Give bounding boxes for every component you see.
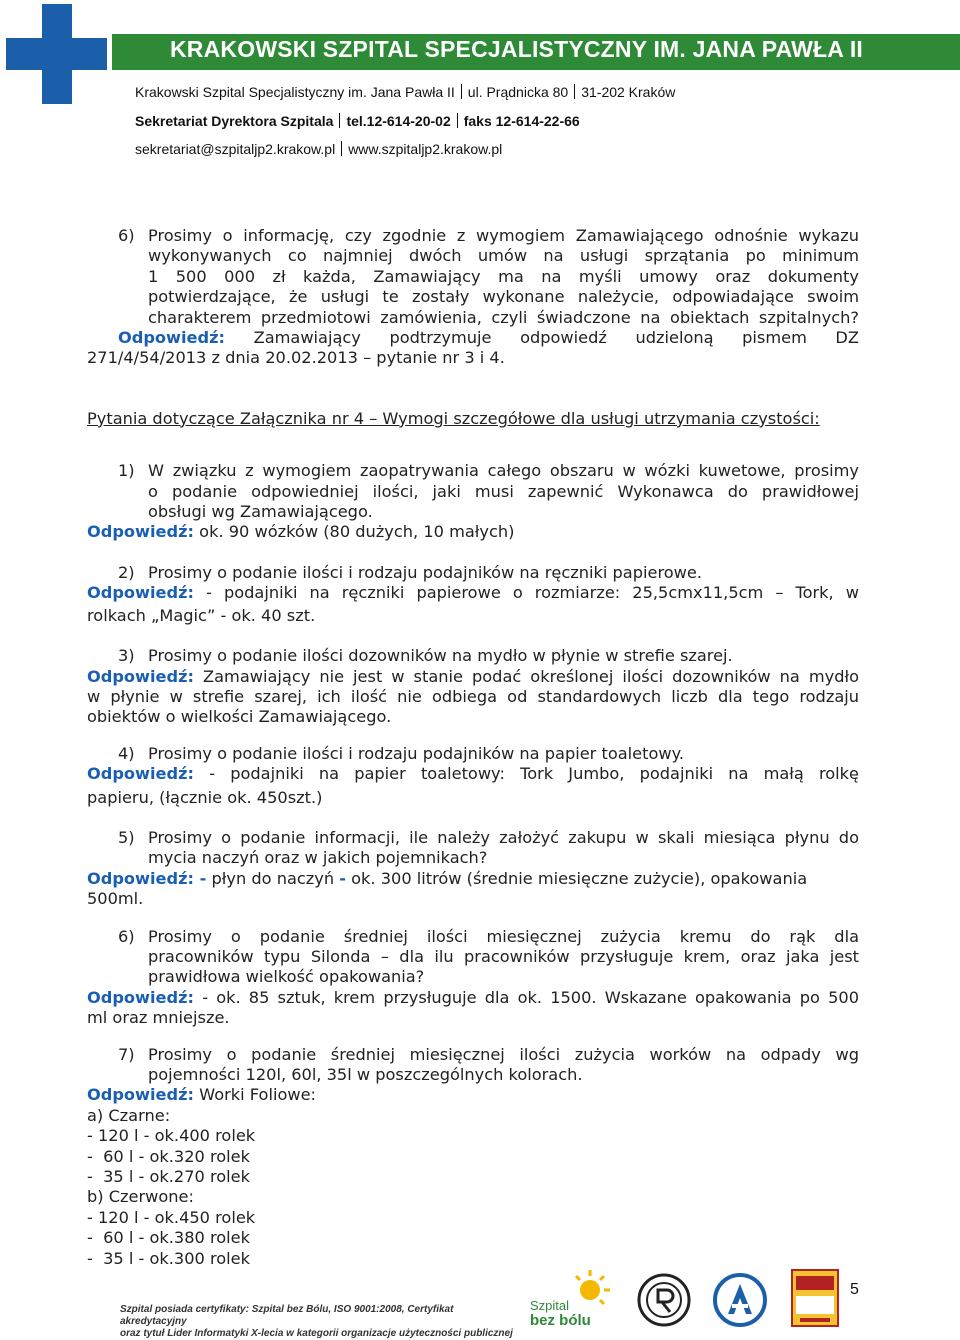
answer-4: Odpowiedź: - podajniki na papier toaletowy: Tork Jumbo, podajniki na małą rolkę papieru, (łącznie ok. 450szt.)	[87, 764, 859, 807]
document-body	[87, 226, 859, 1269]
list-item: - 60 l - ok.380 rolek	[87, 1228, 251, 1248]
question-3: 3) Prosimy o podanie ilości dozowników na mydło w płynie w strefie szarej.	[118, 646, 733, 666]
certification-seal-icon	[636, 1268, 692, 1328]
header-contact: Sekretariat Dyrektora Szpitala tel.12-614-20-02 faks 12-614-22-66	[135, 113, 580, 129]
question-7: 7) Prosimy o podanie średniej miesięcznej ilości zużycia worków na odpady wg pojemności 120l, 60l, 35l w poszczególnych kolorach.	[118, 1044, 859, 1084]
answer-3: Odpowiedź: Zamawiający nie jest w stanie podać określonej ilości dozowników na mydło w płynie w strefie szarej, ich ilość nie odbiega od standardowych liczb dla tego rodzaju obiektów o wielkości Zamawiającego.	[87, 666, 859, 727]
answer-6: Odpowiedź: Zamawiający podtrzymuje odpowiedź udzieloną pismem DZ 271/4/54/2013 z dnia 20.02.2013 – pytanie nr 3 i 4.	[87, 328, 859, 368]
footer-certificates: Szpital posiada certyfikaty: Szpital bez Bólu, ISO 9001:2008, Certyfikat akredytacyjny oraz tytuł Lider Informatyki X-lecia w kategorii organizacje użyteczności publicznej	[120, 1304, 513, 1339]
szpital-bez-bolu-logo	[528, 1268, 618, 1328]
list-item: - 35 l - ok.270 rolek	[87, 1167, 251, 1187]
answer-1: Odpowiedź: ok. 90 wózków (80 dużych, 10 małych)	[87, 522, 515, 542]
question-1: 1) W związku z wymogiem zaopatrywania całego obszaru w wózki kuwetowe, prosimy o podanie odpowiedniej ilości, jaki musi zapewnić Wykonawca do prawidłowej obsługi wg Zamawiającego.	[118, 461, 859, 522]
list-item: a) Czarne:	[87, 1105, 171, 1125]
header-web	[135, 141, 502, 157]
hospital-cross-logo	[6, 4, 107, 104]
question-6: 6) Prosimy o informację, czy zgodnie z wymogiem Zamawiającego odnośnie wykazu wykonywanych co najmniej dwóch umów na usługi sprzątania po minimum 1 500 000 zł każda, Zamawiający ma na myśli umowy oraz dokumenty potwierdzające, że usługi te zostały wykonane należycie, odpowiadające swoim charakterem przedmiotowi zamówienia, czyli świadczone na obiektach szpitalnych?	[118, 226, 859, 327]
answer-5: Odpowiedź: - płyn do naczyń - ok. 300 litrów (średnie miesięczne zużycie), opakowania 500ml.	[87, 868, 808, 909]
question-2: 2) Prosimy o podanie ilości i rodzaju podajników na ręczniki papierowe.	[118, 562, 703, 582]
list-item: - 120 l - ok.400 rolek	[87, 1126, 256, 1146]
page-number: 5	[850, 1281, 859, 1298]
question-4: 4) Prosimy o podanie ilości i rodzaju podajników na papier toaletowy.	[118, 743, 685, 763]
answer-2: Odpowiedź: - podajniki na ręczniki papierowe o rozmiarze: 25,5cmx11,5cm – Tork, w rolkach „Magic” - ok. 40 szt.	[87, 583, 859, 625]
list-item: b) Czerwone:	[87, 1187, 194, 1207]
svg-text:Szpital: Szpital	[530, 1298, 570, 1313]
list-item: - 60 l - ok.320 rolek	[87, 1146, 251, 1166]
question-5: 5) Prosimy o podanie informacji, ile należy założyć zakupu w skali miesiąca płynu do mycia naczyń oraz w jakich pojemnikach?	[118, 827, 859, 868]
quality-mark-icon	[712, 1268, 768, 1328]
lider-award-badge-icon	[790, 1268, 840, 1328]
list-item: - 120 l - ok.450 rolek	[87, 1207, 256, 1227]
list-item: - 35 l - ok.300 rolek	[87, 1248, 251, 1268]
header-address: Krakowski Szpital Specjalistyczny im. Jana Pawła II ul. Prądnicka 80 31-202 Kraków	[135, 84, 676, 100]
question-6b: 6) Prosimy o podanie średniej ilości miesięcznej zużycia kremu do rąk dla pracowników typu Silonda – dla ilu pracowników przysługuje krem, oraz jaka jest prawidłowa wielkość opakowania?	[118, 926, 859, 987]
section-heading: Pytania dotyczące Załącznika nr 4 – Wymogi szczegółowe dla usługi utrzymania czystości:	[87, 408, 820, 428]
answer-7: Odpowiedź: Worki Foliowe: a) Czarne: - 120 l - ok.400 rolek - 60 l - ok.320 rolek - 35 l - ok.270 rolek b) Czerwone: - 120 l - ok.450 rolek - 60 l - ok.380 rolek - 35 l - ok.300 rolek	[87, 1085, 859, 1269]
website-link[interactable]: www.szpitaljp2.krakow.pl	[348, 141, 503, 157]
email-link[interactable]: sekretariat@szpitaljp2.krakow.pl	[135, 141, 336, 157]
answer-6b: Odpowiedź: - ok. 85 sztuk, krem przysługuje dla ok. 1500. Wskazane opakowania po 500 ml oraz mniejsze.	[87, 987, 859, 1028]
svg-text:bez bólu: bez bólu	[530, 1312, 591, 1328]
hospital-name: KRAKOWSKI SZPITAL SPECJALISTYCZNY IM. JANA PAWŁA II	[170, 36, 864, 62]
